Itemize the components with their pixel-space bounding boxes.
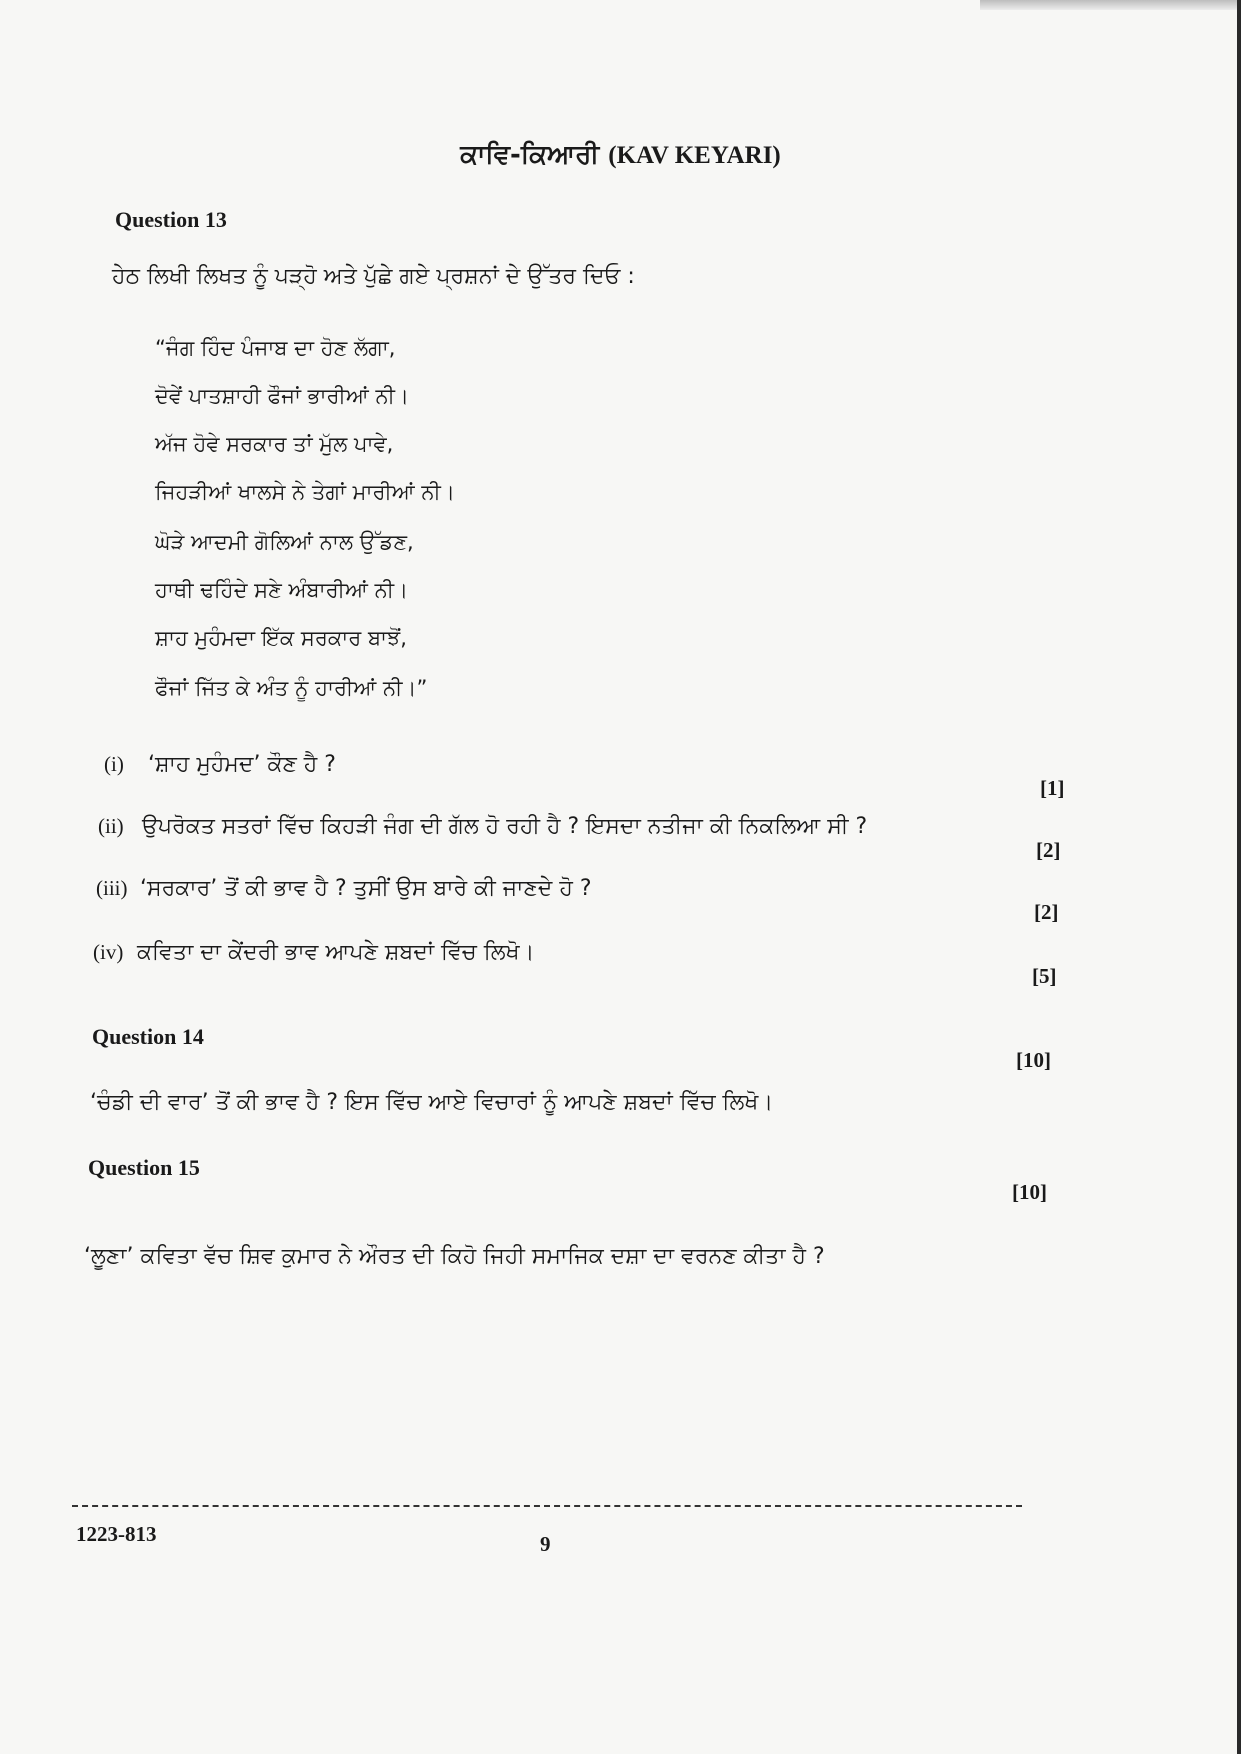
q14-marks: [10] [1016,1048,1051,1072]
q15-heading: Question 15 [88,1155,200,1180]
poem-line: ਅੱਜ ਹੋਵੇ ਸਰਕਾਰ ਤਾਂ ਮੁੱਲ ਪਾਵੇ, [155,432,394,456]
q13-part-iii [96,876,592,901]
poem-line: ਹਾਥੀ ਢਹਿੰਦੇ ਸਣੇ ਅੰਬਾਰੀਆਂ ਨੀ। [155,578,409,602]
q13-part-i [104,752,336,777]
part-text: ਕਵਿਤਾ ਦਾ ਕੇਂਦਰੀ ਭਾਵ ਆਪਣੇ ਸ਼ਬਦਾਂ ਵਿੱਚ ਲਿਖੋ। [137,940,535,965]
poem-line: ਸ਼ਾਹ ਮੁਹੰਮਦਾ ਇੱਕ ਸਰਕਾਰ ਬਾਝੋਂ, [155,626,407,650]
section-title-roman: (KAV KEYARI) [608,142,781,169]
q13-part-iv [93,940,534,965]
part-number: (iv) [93,940,124,964]
q14-heading: Question 14 [92,1024,204,1049]
scan-edge-shadow [980,0,1241,10]
section-title-gurmukhi: ਕਾਵਿ-ਕਿਆਰੀ [460,140,600,170]
scan-edge-border [1237,0,1241,1754]
page-number: 9 [540,1532,551,1556]
part-text: ‘ਸ਼ਾਹ ਮੁਹੰਮਦ’ ਕੌਣ ਹੈ ? [148,752,336,777]
poem-line: “ਜੰਗ ਹਿੰਦ ਪੰਜਾਬ ਦਾ ਹੋਣ ਲੱਗਾ, [155,336,396,360]
part-number: (iii) [96,876,128,900]
q13-part-i-marks: [1] [1040,776,1065,800]
q13-part-iii-marks: [2] [1034,900,1059,924]
q13-part-iv-marks: [5] [1032,964,1057,988]
q13-part-ii-marks: [2] [1036,838,1061,862]
poem-line: ਦੋਵੇਂ ਪਾਤਸ਼ਾਹੀ ਫੌਜਾਂ ਭਾਰੀਆਂ ਨੀ। [155,384,410,408]
q13-heading: Question 13 [115,207,227,232]
q15-marks: [10] [1012,1180,1047,1204]
poem-line: ਜਿਹੜੀਆਂ ਖਾਲਸੇ ਨੇ ਤੇਗਾਂ ਮਾਰੀਆਂ ਨੀ। [155,480,455,504]
part-text: ਉਪਰੋਕਤ ਸਤਰਾਂ ਵਿੱਚ ਕਿਹੜੀ ਜੰਗ ਦੀ ਗੱਲ ਹੋ ਰਹੀ ਹੈ ? ਇਸਦਾ ਨਤੀਜਾ ਕੀ ਨਿਕਲਿਆ ਸੀ ? [142,814,868,839]
q13-instruction: ਹੇਠ ਲਿਖੀ ਲਿਖਤ ਨੂੰ ਪੜ੍ਹੋ ਅਤੇ ਪੁੱਛੇ ਗਏ ਪ੍ਰਸ਼ਨਾਂ ਦੇ ਉੱਤਰ ਦਿਓ : [112,264,635,289]
paper-code: 1223-813 [76,1522,157,1546]
part-number: (ii) [98,814,124,838]
footer-divider [72,1505,1022,1507]
poem-line: ਫੌਜਾਂ ਜਿੱਤ ਕੇ ਅੰਤ ਨੂੰ ਹਾਰੀਆਂ ਨੀ।” [155,676,428,700]
q14-text: ‘ਚੰਡੀ ਦੀ ਵਾਰ’ ਤੋਂ ਕੀ ਭਾਵ ਹੈ ? ਇਸ ਵਿੱਚ ਆਏ ਵਿਚਾਰਾਂ ਨੂੰ ਆਪਣੇ ਸ਼ਬਦਾਂ ਵਿੱਚ ਲਿਖੋ। [90,1090,774,1115]
part-text: ‘ਸਰਕਾਰ’ ਤੋਂ ਕੀ ਭਾਵ ਹੈ ? ਤੁਸੀਂ ਉਸ ਬਾਰੇ ਕੀ ਜਾਣਦੇ ਹੋ ? [140,876,592,901]
part-number: (i) [104,752,124,776]
q13-part-ii [98,814,867,839]
q15-text: ‘ਲੂਣਾ’ ਕਵਿਤਾ ਵੱਚ ਸ਼ਿਵ ਕੁਮਾਰ ਨੇ ਔਰਤ ਦੀ ਕਿਹੋ ਜਿਹੀ ਸਮਾਜਿਕ ਦਸ਼ਾ ਦਾ ਵਰਨਣ ਕੀਤਾ ਹੈ ? [84,1244,825,1269]
poem-line: ਘੋੜੇ ਆਦਮੀ ਗੋਲਿਆਂ ਨਾਲ ਉੱਡਣ, [155,530,414,554]
section-title [0,140,1241,171]
